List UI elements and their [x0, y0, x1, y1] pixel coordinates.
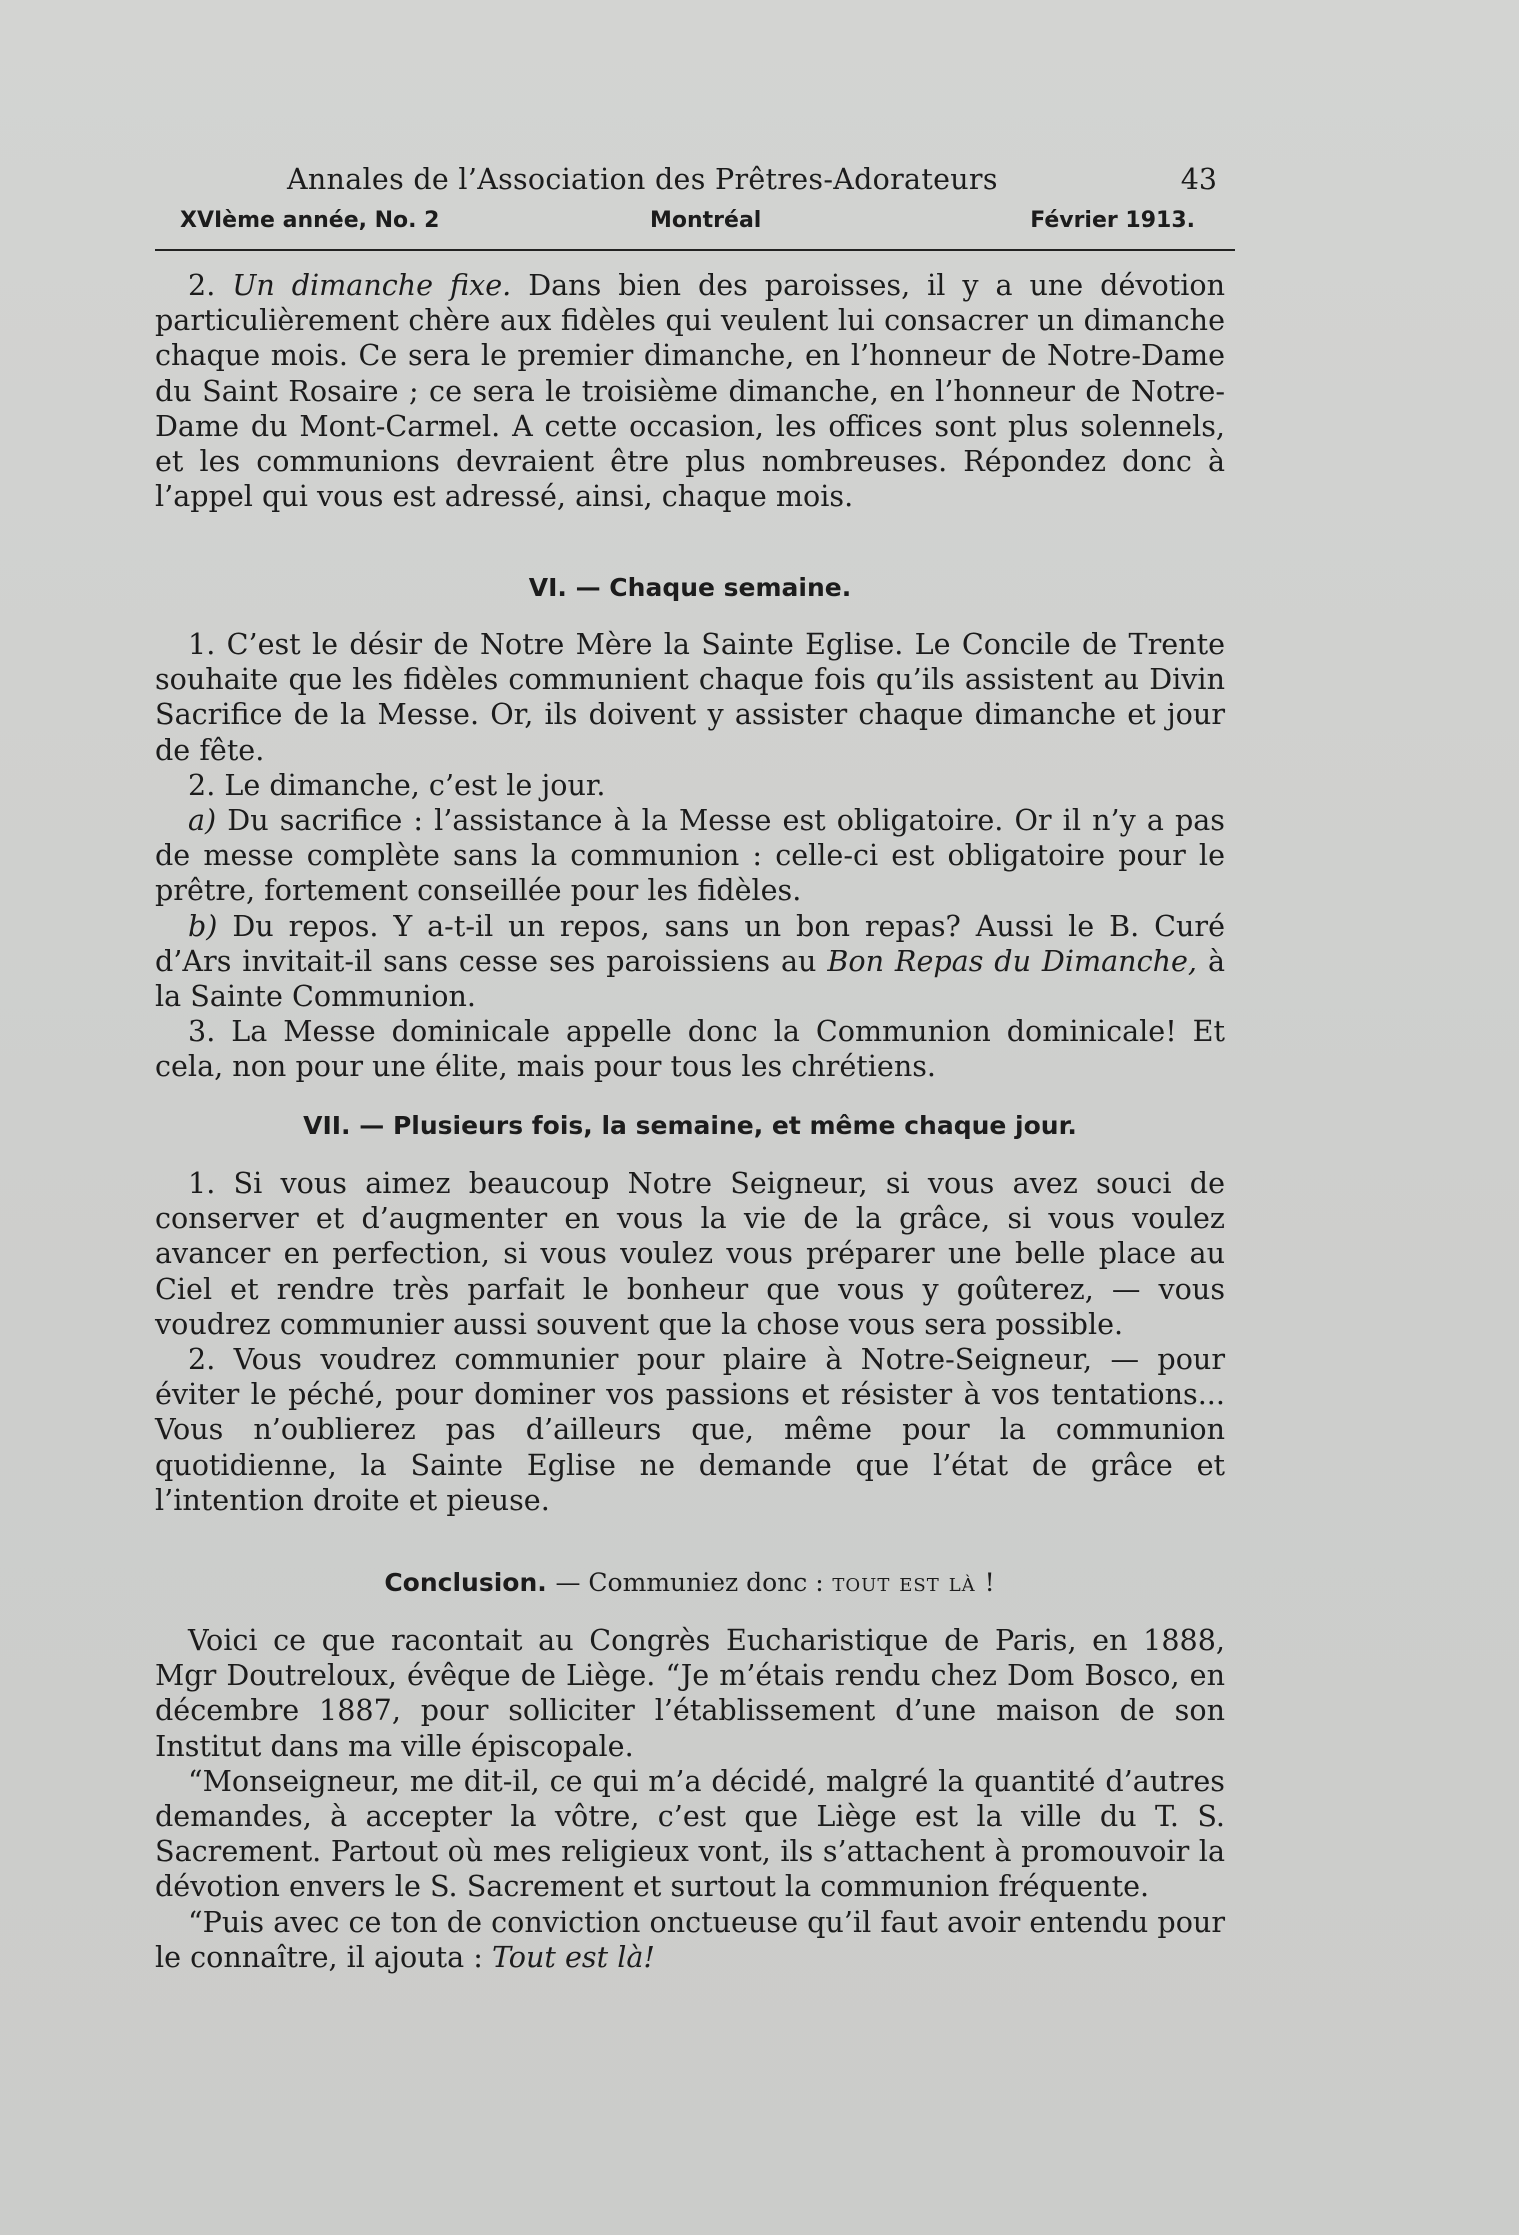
- conclusion-motto: tout est là !: [832, 1568, 996, 1597]
- header-rule: [155, 249, 1235, 251]
- paragraph-text: Du repos. Y a-t-il un repos, sans un bon repas? Aussi le B. Curé d’Ars invitait-il sans cesse ses paroissiens au: [155, 908, 1225, 978]
- italic-phrase: Bon Repas du Dimanche,: [827, 943, 1198, 978]
- item-title: Un dimanche fixe.: [232, 268, 512, 302]
- running-header: [155, 163, 1225, 207]
- item-number: 2.: [188, 268, 216, 302]
- conclusion-label: Conclusion.: [384, 1568, 547, 1597]
- paragraph: 1. C’est le désir de Notre Mère la Sainte Eglise. Le Concile de Trente souhaite que les fidèles communient chaque fois qu’ils assistent au Divin Sacrifice de la Messe. Or, ils doivent y assister chaque dimanche et jour de fête.: [155, 627, 1225, 767]
- paragraph-text: à la Sainte Communion.: [155, 943, 1226, 1014]
- paragraph: 2. Vous voudrez communier pour plaire à Notre-Seigneur, — pour éviter le péché, pour dominer vos passions et résister à vos tentations... Vous n’oublierez pas d’ailleurs que, même pour la communion quotidienne, la Sainte Eglise ne demande que l’état de grâce et l’intention droite et pieuse.: [155, 1342, 1225, 1517]
- paragraph: Voici ce que racontait au Congrès Eucharistique de Paris, en 1888, Mgr Doutreloux, évêque de Liège. “Je m’étais rendu chez Dom Bosco, en décembre 1887, pour solliciter l’établissement d’une maison de son Institut dans ma ville épiscopale.: [155, 1623, 1225, 1763]
- issue-line: [155, 208, 1225, 244]
- issue-date: Février 1913.: [1030, 208, 1195, 233]
- paragraph-dimanche-fixe: [155, 268, 1225, 514]
- paragraph: “Monseigneur, me dit-il, ce qui m’a décidé, malgré la quantité d’autres demandes, à accepter la vôtre, c’est que Liège est la ville du T. S. Sacrement. Partout où mes religieux vont, ils s’attachent à promouvoir la dévotion envers le S. Sacrement et surtout la communion fréquente.: [155, 1763, 1225, 1904]
- paragraph-text: Du sacrifice : l’assistance à la Messe est obligatoire. Or il n’y a pas de messe complète sans la communion : celle-ci est obligatoire pour le prêtre, fortement conseillée pour les fidèles.: [155, 803, 1225, 908]
- volume-number: XVIème année, No. 2: [180, 208, 440, 233]
- paragraph: [155, 909, 1225, 1015]
- journal-title: Annales de l’Association des Prêtres-Adorateurs: [287, 163, 998, 196]
- section-heading-vii: VII. — Plusieurs fois, la semaine, et même chaque jour.: [303, 1111, 1077, 1140]
- list-marker: a): [188, 803, 217, 838]
- paragraph: 1. Si vous aimez beaucoup Notre Seigneur, si vous avez souci de conserver et d’augmenter en vous la vie de la grâce, si vous voulez avancer en perfection, si vous voulez vous préparer une belle place au Ciel et rendre très parfait le bonheur que vous y goûterez, — vous voudrez communier aussi souvent que la chose vous sera possible.: [155, 1166, 1225, 1341]
- section-vi-body: [155, 627, 1225, 1085]
- page-number: 43: [1180, 163, 1217, 196]
- conclusion-subtitle: — Communiez donc :: [555, 1568, 824, 1597]
- italic-phrase: Tout est là!: [491, 1939, 655, 1974]
- list-marker: b): [188, 908, 218, 943]
- issue-city: Montréal: [650, 208, 762, 233]
- paragraph: 2. Le dimanche, c’est le jour.: [188, 767, 606, 802]
- conclusion-body: [155, 1623, 1225, 1975]
- paragraph: [155, 803, 1225, 909]
- paragraph: 3. La Messe dominicale appelle donc la Communion dominicale! Et cela, non pour une élite, mais pour tous les chrétiens.: [155, 1014, 1225, 1084]
- paragraph: [155, 1905, 1225, 1975]
- conclusion-heading: [155, 1568, 1225, 1597]
- paragraph-text: “Puis avec ce ton de conviction onctueuse qu’il faut avoir entendu pour le connaître, il ajouta :: [155, 1904, 1225, 1974]
- section-heading-vi: VI. — Chaque semaine.: [528, 573, 852, 602]
- paragraph-text: Dans bien des paroisses, il y a une dévotion particulièrement chère aux fidèles qui veulent lui consacrer un dimanche chaque mois. Ce sera le premier dimanche, en l’honneur de Notre-Dame du Saint Rosaire ; ce sera le troisième dimanche, en l’honneur de Notre-Dame du Mont-Carmel. A cette occasion, les offices sont plus solennels, et les communions devraient être plus nombreuses. Répondez donc à l’appel qui vous est adressé, ainsi, chaque mois.: [155, 268, 1226, 514]
- section-vii-body: [155, 1166, 1225, 1518]
